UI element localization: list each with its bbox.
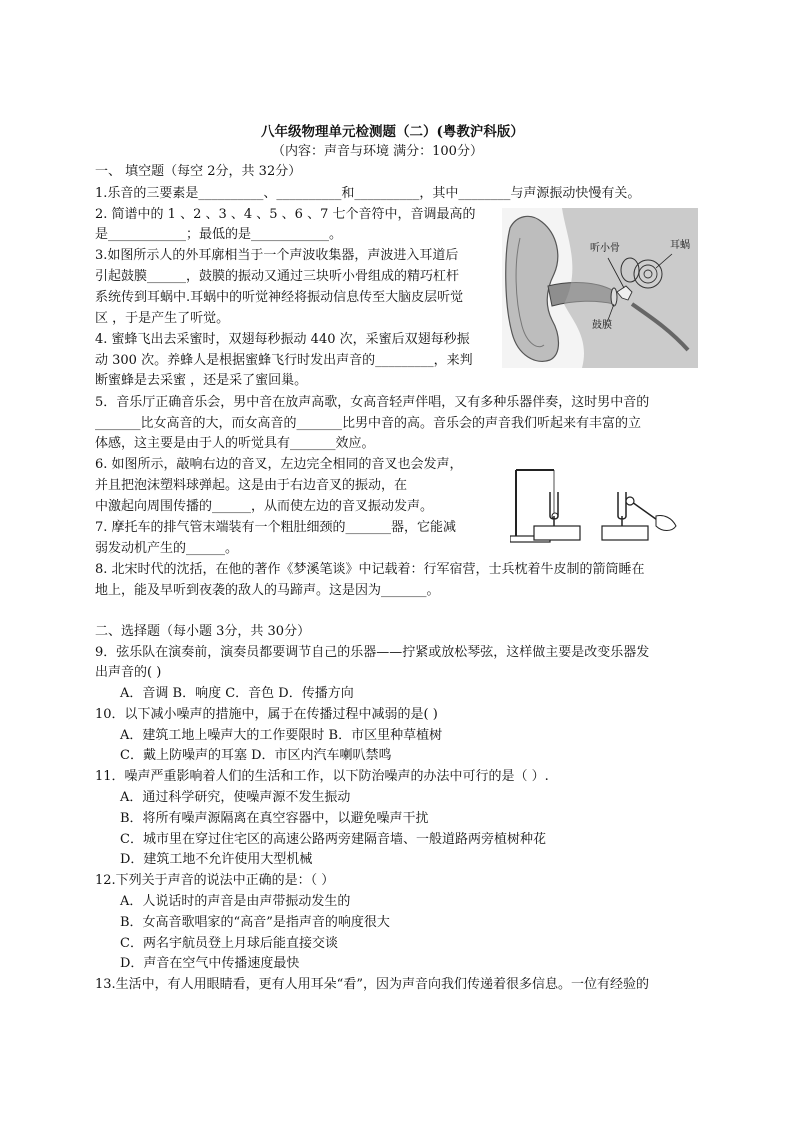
question-line: 体感，这主要是由于人的听觉具有_______效应。 bbox=[95, 436, 375, 451]
question-line: 引起鼓膜______，鼓膜的振动又通过三块听小骨组成的精巧杠杆 bbox=[95, 269, 460, 284]
question-line: 1.乐音的三要素是__________、__________和__________，其中________与声源振动快慢有关。 bbox=[95, 186, 641, 201]
answer-option: A．人说话时的声音是由声带振动发生的 bbox=[120, 894, 351, 909]
tuning-fork-image bbox=[510, 456, 680, 548]
question-line: 动 300 次。养蜂人是根据蜜蜂飞行时发出声音的_________，来判 bbox=[95, 353, 473, 368]
question-line: 中激起向周围传播的______，从而使左边的音叉振动发声。 bbox=[95, 499, 434, 514]
question-line: 9．弦乐队在演奏前，演奏员都要调节自己的乐器——拧紧或放松琴弦，这样做主要是改变乐器发 bbox=[95, 645, 650, 660]
label-cochlea: 耳蜗 bbox=[670, 240, 690, 251]
label-eardrum: 鼓膜 bbox=[592, 320, 612, 331]
page-subtitle: （内容：声音与环境 满分：100分） bbox=[272, 144, 483, 159]
question-line: 8. 北宋时代的沈括，在他的著作《梦溪笔谈》中记载着：行军宿营，士兵枕着牛皮制的箭筒睡在 bbox=[95, 562, 645, 577]
question-line: 6. 如图所示，敲响右边的音叉，左边完全相同的音叉也会发声， bbox=[95, 457, 463, 472]
tuning-fork-diagram bbox=[510, 456, 680, 548]
question-line: 13.生活中，有人用眼睛看，更有人用耳朵“看”，因为声音向我们传递着很多信息。一位有经验的 bbox=[95, 977, 649, 992]
answer-option: A．通过科学研究，使噪声源不发生振动 bbox=[120, 790, 351, 805]
question-line: 断蜜蜂是去采蜜 ，还是采了蜜回巢。 bbox=[95, 373, 308, 388]
section-heading-fill-blank: 一、 填空题（每空 2分，共 32分） bbox=[95, 164, 302, 179]
question-line: 4. 蜜蜂飞出去采蜜时，双翅每秒振动 440 次，采蜜后双翅每秒振 bbox=[95, 332, 470, 347]
question-line: 12.下列关于声音的说法中正确的是：（ ） bbox=[95, 873, 335, 888]
answer-options: A．音调 B．响度 C．音色 D．传播方向 bbox=[120, 686, 354, 701]
question-line: 3.如图所示人的外耳廓相当于一个声波收集器，声波进入耳道后 bbox=[95, 248, 459, 263]
question-line: 地上，能及早听到夜袭的敌人的马蹄声。这是因为_______。 bbox=[95, 583, 440, 598]
question-line: 2. 简谱中的 1 、2 、3 、4 、5 、6 、7 七个音符中，音调最高的 bbox=[95, 207, 476, 222]
question-line: 并且把泡沫塑料球弹起。这是由于右边音叉的振动，在 bbox=[95, 478, 408, 493]
question-line: 是____________；最低的是____________。 bbox=[95, 227, 343, 242]
answer-option: A．建筑工地上噪声大的工作要限时 B．市区里种草植树 bbox=[120, 728, 443, 743]
question-line: _______比女高音的大，而女高音的_______比男中音的高。音乐会的声音我们听起来有丰富的立 bbox=[95, 416, 642, 431]
question-line: 7. 摩托车的排气管末端装有一个粗肚细颈的_______器，它能减 bbox=[95, 520, 457, 535]
answer-option: C．两名宇航员登上月球后能直接交谈 bbox=[120, 936, 338, 951]
answer-option: C．城市里在穿过住宅区的高速公路两旁建隔音墙、一般道路两旁植树种花 bbox=[120, 832, 546, 847]
question-line: 5．音乐厅正确音乐会，男中音在放声高歌，女高音轻声伴唱，又有多种乐器伴奏，这时男中音的 bbox=[95, 395, 650, 410]
question-line: 弱发动机产生的______。 bbox=[95, 541, 239, 556]
question-line: 出声音的( ) bbox=[95, 665, 162, 680]
answer-option: B．女高音歌唱家的“高音”是指声音的响度很大 bbox=[120, 915, 390, 930]
page-title: 八年级物理单元检测题（二）(粤教沪科版） bbox=[261, 124, 524, 140]
answer-option: D．声音在空气中传播速度最快 bbox=[120, 956, 300, 971]
answer-option: D．建筑工地不允许使用大型机械 bbox=[120, 852, 313, 867]
ear-diagram-image bbox=[502, 208, 698, 368]
label-ossicles: 听小骨 bbox=[590, 243, 620, 254]
answer-option: B．将所有噪声源隔离在真空容器中，以避免噪声干扰 bbox=[120, 811, 429, 826]
question-line: 11．噪声严重影响着人们的生活和工作，以下防治噪声的办法中可行的是（ ）. bbox=[95, 769, 549, 784]
answer-option: C．戴上防噪声的耳塞 D．市区内汽车喇叭禁鸣 bbox=[120, 748, 392, 763]
ear-diagram bbox=[502, 208, 698, 368]
question-line: 10．以下减小噪声的措施中，属于在传播过程中减弱的是( ) bbox=[95, 707, 438, 722]
question-line: 系统传到耳蜗中.耳蜗中的听觉神经将振动信息传至大脑皮层听觉 bbox=[95, 290, 464, 305]
section-heading-multiple-choice: 二、选择题（每小题 3分，共 30分） bbox=[95, 624, 311, 639]
question-line: 区 ，于是产生了听觉。 bbox=[95, 311, 230, 326]
